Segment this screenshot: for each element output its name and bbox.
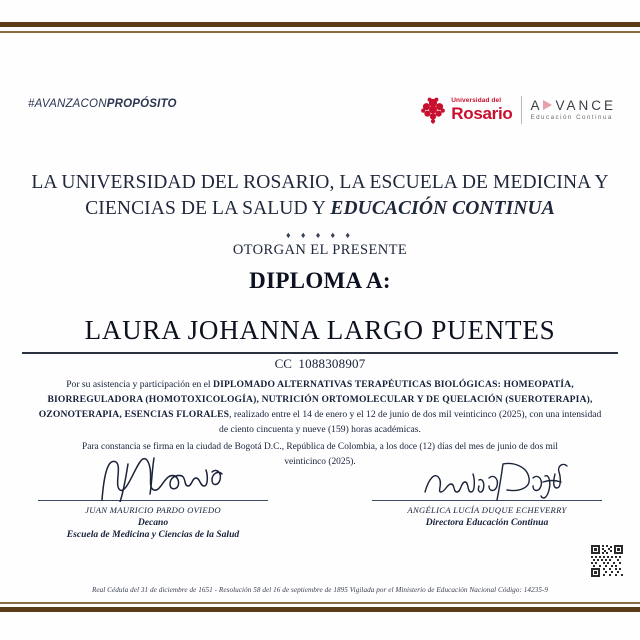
achievement-paragraph	[34, 377, 606, 438]
constancia-paragraph: Para constancia se firma en la ciudad de Bogotá D.C., República de Colombia, a los doce (12) días del mes de junio de dos mil veinticinco (2025).	[82, 442, 558, 468]
brand-lockup	[420, 88, 616, 132]
achievement-intro: Por su asistencia y participación en el	[66, 379, 213, 390]
title-line-1: LA UNIVERSIDAD DEL ROSARIO, LA ESCUELA DE MEDICINA Y	[31, 172, 609, 193]
advance-wordmark	[530, 99, 616, 122]
university-main-label: Rosario	[451, 104, 513, 124]
hashtag-plain-part: #AVANZACON	[28, 98, 107, 110]
title-line-2-emphasis: EDUCACIÓN CONTINUA	[330, 197, 555, 219]
brand-divider	[521, 96, 522, 124]
identification-label: CC	[274, 356, 292, 371]
advance-word	[530, 99, 616, 113]
otorgan-text: OTORGAN EL PRESENTE	[232, 242, 408, 258]
rosario-crest-icon	[420, 95, 446, 125]
certificate-header	[0, 88, 640, 134]
title-line-2	[30, 196, 610, 222]
advance-subtitle: Educación Continua	[530, 114, 613, 122]
legal-footer: Real Cédula del 31 de diciembre de 1651 - Resolución 58 del 16 de septiembre de 1895 Vigilada por el Ministerio de Educación Nacional Código: 14235-9	[91, 586, 549, 594]
top-border-thin-rule	[0, 31, 640, 33]
ornamental-divider-dots: ♦ ♦ ♦ ♦ ♦	[286, 230, 354, 240]
bottom-border-thick-rule	[0, 607, 640, 612]
achievement-outro: , realizado entre el 14 de enero y el 12 de junio de dos mil veinticinco (2025), con una intensidad de ciento cincuenta y nueve (159) horas académicas.	[219, 409, 602, 436]
identification-number: 1088308907	[298, 356, 366, 371]
university-wordmark	[451, 98, 512, 123]
signature-block-director	[372, 462, 602, 529]
hashtag-bold-part: PROPÓSITO	[106, 98, 177, 110]
signature-name-dean: JUAN MAURICIO PARDO OVIEDO	[85, 505, 221, 516]
advance-pre-letter: A	[530, 97, 543, 113]
handwritten-signature-icon	[38, 462, 268, 500]
signature-block-dean	[38, 462, 268, 540]
bottom-border-thin-rule	[0, 602, 640, 604]
signature-role-director: Directora Educación Continua	[425, 517, 549, 529]
identification-line	[0, 356, 640, 372]
handwritten-signature-icon	[372, 462, 602, 500]
qr-code-icon[interactable]	[590, 544, 624, 578]
signature-org-dean: Escuela de Medicina y Ciencias de la Salud	[66, 529, 240, 541]
university-sup-label: Universidad del	[451, 96, 502, 104]
top-border-ornament	[0, 22, 640, 36]
campaign-hashtag	[28, 98, 177, 110]
recipient-underline	[22, 352, 618, 354]
course-name: DIPLOMADO ALTERNATIVAS TERAPÉUTICAS BIOLÓGICAS: HOMEOPATÍA, BIORREGULADORA (HOMOTOXICOLOGÍA), NUTRICIÓN ORTOMOLECULAR Y DE QUELACIÓN (SUEROTERAPIA), OZONOTERAPIA, ESENCIAS FLORALES	[38, 379, 593, 421]
title-line-2-plain: CIENCIAS DE LA SALUD Y	[85, 197, 331, 219]
recipient-name: LAURA JOHANNA LARGO PUENTES	[84, 315, 556, 345]
certificate-title	[30, 170, 610, 221]
signature-role-dean: Decano	[137, 517, 169, 529]
signature-name-director: ANGÉLICA LUCÍA DUQUE ECHEVERRY	[407, 505, 567, 516]
advance-triangle-icon	[543, 100, 552, 110]
top-border-thick-rule	[0, 22, 640, 27]
bottom-border-ornament	[0, 602, 640, 616]
advance-post-letters: VANCE	[555, 97, 616, 113]
diploma-label: DIPLOMA A:	[249, 268, 391, 293]
